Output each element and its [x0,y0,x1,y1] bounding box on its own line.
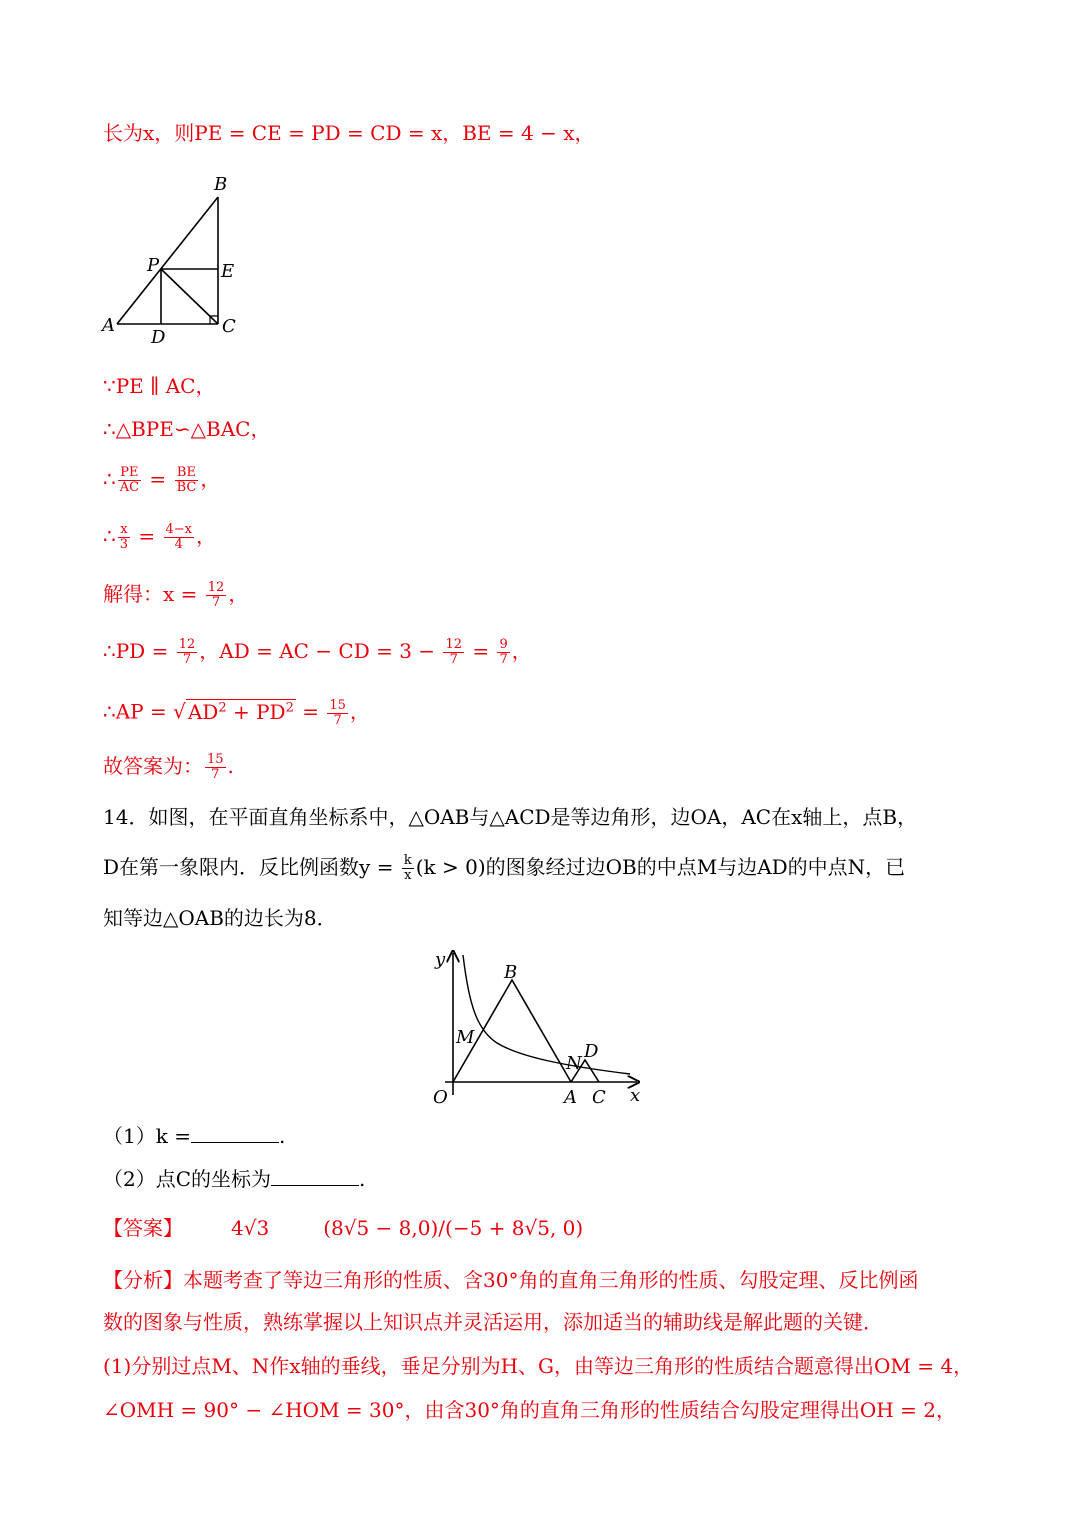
therefore-symbol: ∴ [103,524,116,548]
answer-1: 4√3 [231,1216,270,1240]
fraction-15-7 [205,753,226,782]
answer-blank-2 [271,1167,359,1186]
exponent: 2 [218,700,227,715]
punct: ， [349,699,370,724]
denominator: 7 [499,652,508,667]
denominator: AC [119,480,140,495]
denominator: 7 [333,712,342,728]
problem-line-1: 14．如图，在平面直角坐标系中，△OAB与△ACD是等边角形，边OA，AC在x轴上，点B， [103,805,918,829]
punct: ， [228,582,249,606]
numerator: 4−x [165,522,192,537]
analysis-line-3: (1)分别过点M、N作x轴的垂线，垂足分别为H、G，由等边三角形的性质结合题意得出OM = 4， [103,1354,974,1378]
fraction-be-bc [175,466,199,495]
ap-text: ∴AP = [103,699,174,724]
label-n: N [566,1053,582,1074]
ad-term: AD [187,699,219,724]
label-y: y [435,949,446,970]
denominator: 7 [182,652,192,667]
answer-text: 故答案为： [103,754,203,778]
label-b: B [504,962,518,983]
pd-text: ∴PD = [103,639,175,663]
fraction-15-7 [327,699,348,728]
numerator: 15 [329,697,346,713]
label-d: D [584,1041,599,1062]
triangle-figure [100,170,260,350]
question-2 [103,1165,365,1193]
denominator: 7 [449,652,458,667]
equals: = [143,467,173,491]
side-ab [117,197,218,324]
numerator: PE [120,465,139,480]
analysis-line-2: 数的图象与性质，熟练掌握以上知识点并灵活运用，添加适当的辅助线是解此题的关键． [103,1310,883,1334]
equals: = [132,524,162,548]
condition-text: (k > 0)的图象经过边OB的中点M与边AD的中点N，已 [415,855,906,879]
denominator: 7 [211,595,221,610]
question-2-text: （2）点C的坐标为 [103,1167,272,1191]
numerator: 12 [445,637,462,652]
sqrt-symbol: √ [173,699,186,724]
equals: = [465,639,496,663]
solution-line-5 [103,522,216,552]
numerator: BE [176,465,196,480]
solution-line-7 [103,637,532,667]
solution-line-1: 长为x，则PE = CE = PD = CD = x，BE = 4 − x， [103,121,595,145]
solution-line-4 [103,465,220,495]
radicand [186,699,296,724]
numerator: x [120,522,128,537]
fraction-k-x [402,854,414,883]
ad-text: ，AD = AC − CD = 3 − [199,639,442,663]
answer-line [103,1214,583,1242]
coordinate-figure [425,945,650,1110]
denominator: x [404,868,412,883]
label-o: O [433,1087,448,1108]
square-root [173,694,296,726]
label-d: D [151,327,166,348]
pd-term: + PD [226,699,286,724]
solution-line-3: ∴△BPE∽△BAC， [103,417,271,441]
answer-tag: 【答案】 [103,1216,183,1240]
numerator: 12 [178,637,196,652]
denominator: 7 [211,767,220,782]
solution-line-8 [103,694,370,728]
punct: ， [511,639,532,663]
problem-line-2 [103,853,905,883]
fraction-4-minus-x [164,523,195,552]
question-1-text: （1）k = [103,1124,191,1148]
label-x: x [630,1085,641,1106]
fraction-x-3 [118,523,130,552]
solve-text: 解得：x = [103,582,204,606]
problem-line-3: 知等边△OAB的边长为8． [103,906,337,930]
label-a: A [564,1087,577,1108]
label-c: C [222,316,236,337]
punct: . [278,1124,286,1148]
fraction-9-7 [497,638,509,667]
hyperbola-curve [463,955,630,1074]
numerator: k [403,853,412,868]
answer-2: (8√5 − 8,0)/(−5 + 8√5, 0) [323,1216,584,1240]
denominator: 4 [174,537,183,552]
fraction-12-7 [177,638,198,667]
fraction-pe-ac [118,466,141,495]
solution-line-9 [103,752,234,782]
fraction-12-7 [443,638,464,667]
numerator: 15 [207,752,224,767]
punct: . [227,754,234,778]
label-c: C [592,1087,606,1108]
analysis-line-1 [103,1266,918,1294]
punct: ， [200,467,221,491]
denominator: 3 [119,537,129,552]
answer-blank-1 [191,1124,279,1143]
solution-line-6 [103,580,248,610]
exponent: 2 [285,700,294,715]
equals: = [295,699,326,724]
label-a: A [102,315,115,336]
solution-line-2: ∵PE ∥ AC， [103,374,216,398]
label-b: B [214,174,228,195]
function-text: D在第一象限内．反比例函数y = [103,855,400,879]
analysis-line-4: ∠OMH = 90° − ∠HOM = 30°，由含30°角的直角三角形的性质结合勾股定理得出OH = 2， [103,1398,956,1422]
numerator: 9 [499,637,508,652]
analysis-tag: 【分析】 [103,1268,183,1292]
label-m: M [456,1027,475,1048]
punct: ， [196,524,216,548]
punct: . [359,1167,366,1191]
label-p: P [147,255,160,276]
denominator: BC [176,480,197,495]
question-1 [103,1122,285,1150]
analysis-text-1: 本题考查了等边三角形的性质、含30°角的直角三角形的性质、勾股定理、反比例函 [183,1268,919,1292]
fraction-12-7 [206,581,227,610]
numerator: 12 [207,580,225,595]
label-e: E [221,261,235,282]
therefore-symbol: ∴ [103,467,116,491]
